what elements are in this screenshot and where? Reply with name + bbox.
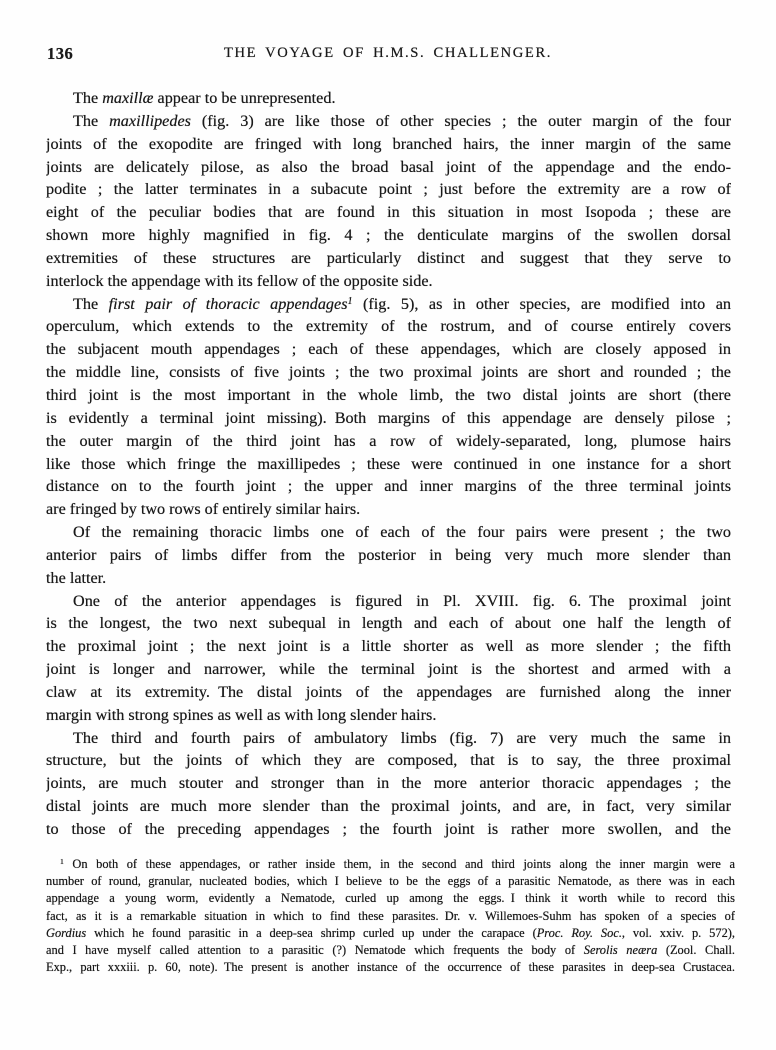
text-line	[46, 772, 731, 795]
text-line	[46, 224, 731, 247]
text-line	[46, 818, 731, 841]
text-line	[46, 270, 731, 293]
text-run: operculum, which extends to the extremity of the rostrum, and of course entirely covers	[46, 317, 731, 336]
text-line	[46, 635, 731, 658]
text-line	[46, 338, 731, 361]
text-run: (fig. 3) are like those of other species ; the outer margin of the four	[190, 111, 731, 130]
text-run: and I have myself called attention to a parasitic (?) Nematode which frequents the body of	[46, 942, 584, 957]
text-run: The	[73, 89, 103, 107]
text-run: appendage a young worm, evidently a Nematode, curled up among the eggs. I think it worth while to record this	[46, 891, 735, 906]
text-run: shown more highly magnified in fig. 4 ; the denticulate margins of the swollen dorsal	[46, 226, 731, 245]
text-run: The third and fourth pairs of ambulatory limbs (fig. 7) are very much the same in	[73, 728, 731, 747]
text-run: Gordius	[46, 925, 87, 940]
text-run: distal joints are much more slender than the proximal joints, and are, in fact, very similar	[46, 797, 731, 816]
text-run: which he found parasitic in a deep-sea shrimp curled up under the carapace (	[86, 925, 537, 940]
text-run: number of round, granular, nucleated bodies, which I believe to be the eggs of a parasitic Nematode, as there was in each	[46, 874, 735, 889]
text-line	[46, 908, 735, 925]
text-line	[46, 749, 731, 772]
text-line	[46, 795, 731, 818]
text-line	[46, 959, 735, 976]
text-run: Serolis neæra	[583, 942, 658, 957]
text-run: eight of the peculiar bodies that are found in this situation in most Isopoda ; these are	[46, 203, 731, 222]
text-line	[46, 110, 731, 133]
text-run: joints, are much stouter and stronger than in the more anterior thoracic appendages ; the	[46, 774, 731, 793]
text-run: Of the remaining thoracic limbs one of each of the four pairs were present ; the two	[73, 523, 731, 542]
text-run: One of the anterior appendages is figured in Pl. XVIII. fig. 6. The proximal joint	[73, 591, 731, 610]
text-line	[46, 658, 731, 681]
text-line	[46, 704, 731, 727]
text-line	[46, 873, 735, 890]
footnote-marker: 1	[60, 857, 64, 867]
text-run: the outer margin of the third joint has a row of widely-separated, long, plumose hairs	[46, 431, 731, 450]
text-line	[46, 201, 731, 224]
text-line	[46, 727, 731, 750]
text-line	[46, 856, 735, 873]
running-title: THE VOYAGE OF H.M.S. CHALLENGER.	[223, 45, 553, 61]
page-body-text	[46, 87, 731, 841]
text-run: the proximal joint ; the next joint is a little shorter as well as more slender ; the fifth	[46, 637, 731, 656]
text-line	[46, 293, 731, 316]
text-run: is the longest, the two next subequal in length and each of about one half the length of	[46, 614, 731, 633]
text-run: maxillæ	[102, 89, 154, 107]
text-run: third joint is the most important in the whole limb, the two distal joints are short (there	[46, 385, 731, 404]
text-run: anterior pairs of limbs differ from the posterior in being very much more slender than	[46, 545, 731, 564]
text-line	[46, 315, 731, 338]
text-line	[46, 475, 731, 498]
text-line	[46, 681, 731, 704]
text-line	[46, 407, 731, 430]
text-line	[46, 925, 735, 942]
text-run: first pair of thoracic appendages	[108, 294, 348, 313]
text-line	[46, 590, 731, 613]
text-run: interlock the appendage with its fellow of the opposite side.	[46, 271, 433, 290]
text-line	[46, 384, 731, 407]
text-run: , vol. xxiv. p. 572),	[621, 925, 735, 940]
text-line	[46, 87, 731, 110]
text-line	[46, 521, 731, 544]
text-run: distance on to the fourth joint ; the upper and inner margins of the three terminal joints	[46, 477, 731, 496]
text-line	[46, 567, 731, 590]
footnote-marker: 1	[347, 295, 353, 307]
text-run: (fig. 5), as in other species, are modified into an	[352, 294, 731, 313]
text-line	[46, 361, 731, 384]
text-run: joints are delicately pilose, as also the broad basal joint of the appendage and the endo-	[46, 157, 731, 176]
text-run: the middle line, consists of five joints ; the two proximal joints are short and rounded ; the	[46, 363, 731, 382]
text-run: joints of the exopodite are fringed with long branched hairs, the inner margin of the same	[46, 134, 731, 153]
text-run: The	[73, 294, 109, 313]
text-line	[46, 430, 731, 453]
text-line	[46, 612, 731, 635]
text-run: structure, but the joints of which they are composed, that is to say, the three proximal	[46, 751, 731, 770]
text-run: margin with strong spines as well as with long slender hairs.	[46, 705, 437, 724]
text-run: (Zool. Chall.	[657, 942, 735, 957]
text-line	[46, 544, 731, 567]
text-run: Exp., part xxxiii. p. 60, note). The present is another instance of the occurrence of these parasites in deep-sea Crustacea.	[46, 960, 735, 975]
text-line	[46, 498, 731, 521]
text-run: the latter.	[46, 568, 107, 587]
text-run: joint is longer and narrower, while the terminal joint is the shortest and armed with a	[46, 660, 731, 679]
text-run: the subjacent mouth appendages ; each of these appendages, which are closely apposed in	[46, 340, 731, 359]
text-run: Proc. Roy. Soc.	[536, 925, 622, 940]
text-run: claw at its extremity. The distal joints of the appendages are furnished along the inner	[46, 682, 731, 701]
text-run: like those which fringe the maxillipedes ; these were continued in one instance for a short	[46, 454, 731, 473]
text-run: to those of the preceding appendages ; the fourth joint is rather more swollen, and the	[46, 820, 731, 838]
text-run: podite ; the latter terminates in a subacute point ; just before the extremity are a row of	[46, 180, 731, 199]
footnote	[46, 856, 735, 976]
text-run: appear to be unrepresented.	[153, 89, 336, 107]
text-run: fact, as it is a remarkable situation in which to find these parasites. Dr. v. Willemoes-Suhm has spoken of a species of	[46, 908, 735, 923]
text-line	[46, 453, 731, 476]
text-run: maxillipedes	[109, 111, 191, 130]
page-number: 136	[47, 44, 74, 63]
text-line	[46, 156, 731, 179]
text-run: The	[73, 111, 110, 130]
text-line	[46, 247, 731, 270]
text-run: On both of these appendages, or rather inside them, in the second and third joints along the inner margin were a	[63, 857, 735, 871]
text-line	[46, 178, 731, 201]
text-line	[46, 890, 735, 907]
text-run: extremities of these structures are particularly distinct and suggest that they serve to	[46, 248, 731, 267]
text-run: are fringed by two rows of entirely similar hairs.	[46, 500, 361, 519]
text-line	[46, 133, 731, 156]
text-run: is evidently a terminal joint missing). Both margins of this appendage are densely pilose ;	[46, 408, 731, 427]
page-header	[0, 44, 776, 64]
text-line	[46, 942, 735, 959]
